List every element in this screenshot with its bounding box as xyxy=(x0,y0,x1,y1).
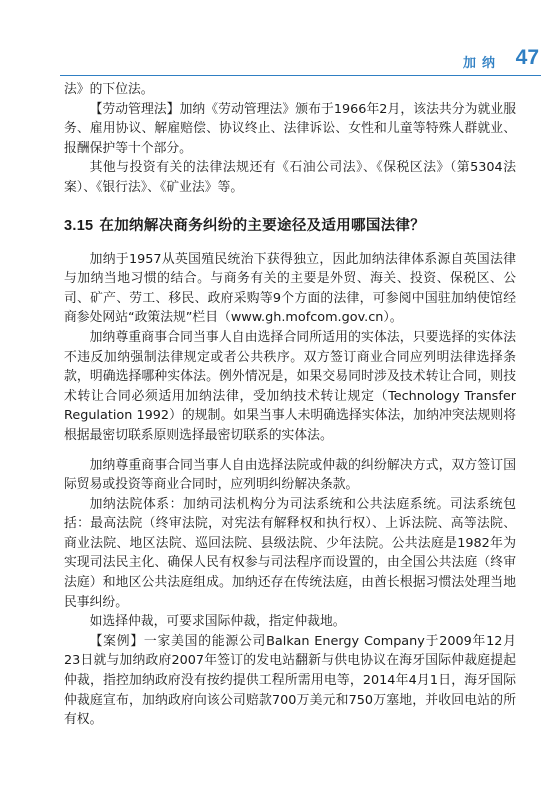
paragraph-case: 【案例】一家美国的能源公司Balkan Energy Company于2009年12月23日就与加纳政府2007年签订的发电站翻新与供电协议在海牙国际仲裁庭提起仲裁，指控加纳政府没有按约提供工程所需用电等，2014年4月1日，海牙国际仲裁庭宣布，加纳政府向该公司赔款700万美元和750万塞地，并收回电站的所有权。 xyxy=(64,633,516,728)
section-title: 在加纳解决商务纠纷的主要途径及适用哪国法律？ xyxy=(99,217,426,234)
spacer xyxy=(64,446,516,456)
chapter-label: 加纳 xyxy=(462,56,501,71)
paragraph-dispute-resolution: 加纳尊重商事合同当事人自由选择法院或仲裁的纠纷解决方式，双方签订国际贸易或投资等商业合同时，应列明纠纷解决条款。 xyxy=(64,457,516,493)
paragraph-governing-law: 加纳尊重商事合同当事人自由选择合同所适用的实体法，只要选择的实体法不违反加纳强制法律规定或者公共秩序。双方签订商业合同应列明法律选择条款，明确选择哪种实体法。例外情况是，如果交易同时涉及技术转让合同，则技术转让合同必须适用加纳法律，受加纳技术转让规定（Technology Transfer Regulation 1992）的规制。如果当事人未明确选择实体法，加纳冲突法规则将根据最密切联系原则选择最密切联系的实体法。 xyxy=(64,329,516,443)
page-body xyxy=(64,80,516,730)
section-heading xyxy=(64,216,516,236)
paragraph-court-system: 加纳法院体系：加纳司法机构分为司法系统和公共法庭系统。司法系统包括：最高法院（终审法院，对宪法有解释权和执行权）、上诉法院、高等法院、商业法院、地区法院、巡回法院、县级法院、少年法院。公共法庭是1982年为实现司法民主化、确保人民有权参与司法程序而设置的，由全国公共法庭（终审法庭）和地区公共法庭组成。加纳还存在传统法庭，由酋长根据习惯法处理当地民事纠纷。 xyxy=(64,496,516,610)
spacer xyxy=(64,198,516,216)
paragraph-legal-system: 加纳于1957从英国殖民统治下获得独立，因此加纳法律体系源自英国法律与加纳当地习惯的结合。与商务有关的主要是外贸、海关、投资、保税区、公司、矿产、劳工、移民、政府采购等9个方面的法律，可参阅中国驻加纳使馆经商参处网站“政策法规”栏目（www.gh.mofcom.gov.cn）。 xyxy=(64,251,516,326)
paragraph-other-laws: 其他与投资有关的法律法规还有《石油公司法》、《保税区法》（第5304法案）、《银行法》、《矿业法》等。 xyxy=(64,160,516,195)
header-rule xyxy=(60,75,541,76)
paragraph-continuation: 法》的下位法。 xyxy=(64,82,154,97)
page-number: 47 xyxy=(515,46,539,69)
paragraph-labor-law: 【劳动管理法】加纳《劳动管理法》颁布于1966年2月，该法共分为就业服务、雇用协议、解雇赔偿、协议终止、法律诉讼、女性和儿童等特殊人群就业、报酬保护等十个部分。 xyxy=(64,101,516,156)
running-header xyxy=(60,46,541,76)
paragraph-arbitration: 如选择仲裁，可要求国际仲裁，指定仲裁地。 xyxy=(89,614,346,630)
spacer xyxy=(64,236,516,250)
section-number: 3.15 xyxy=(64,217,94,234)
